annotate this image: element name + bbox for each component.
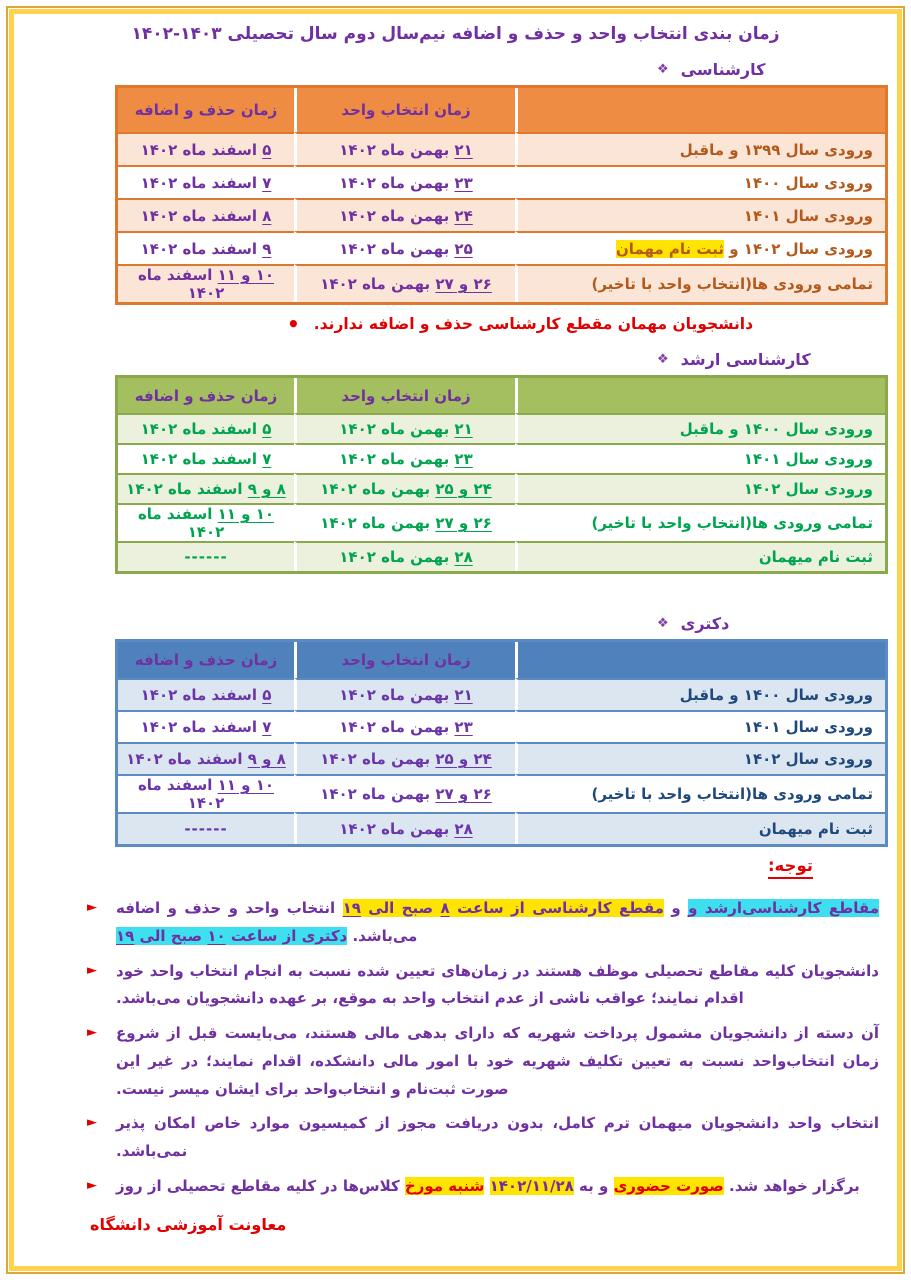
signature <box>90 1215 893 1234</box>
section-heading-label: دکتری <box>680 614 730 633</box>
table-row <box>118 503 885 541</box>
row-label-cell: ورودی سال ۱۴۰۲ <box>515 742 885 774</box>
arrow-bullet-icon: ► <box>87 1115 97 1131</box>
table-row <box>118 812 885 844</box>
note-text: انتخاب واحد و حذف و اضافه مقطع کارشناسی از ساعت ۸ صبح الی ۱۹ و مقاطع کارشناسی‌ارشد و دکتری از ساعت ۱۰ صبح الی ۱۹ می‌باشد. <box>116 899 879 945</box>
select-date-cell: ۲۴ بهمن ماه ۱۴۰۲ <box>294 198 515 231</box>
select-date-cell: ۲۵ بهمن ماه ۱۴۰۲ <box>294 231 515 264</box>
table-row <box>118 413 885 443</box>
gold-frame-outer <box>6 6 905 1274</box>
row-label-cell: تمامی ورودی ها(انتخاب واحد با تاخیر) <box>515 264 885 302</box>
select-date-cell: ۲۶ و ۲۷ بهمن ماه ۱۴۰۲ <box>294 774 515 812</box>
drop-date-cell: ۸ و ۹ اسفند ماه ۱۴۰۲ <box>118 742 294 774</box>
table-header-row <box>118 642 885 678</box>
section-heading-master <box>657 350 893 369</box>
row-label-cell: تمامی ورودی ها(انتخاب واحد با تاخیر) <box>515 774 885 812</box>
guest-students-note-text: دانشجویان مهمان مقطع کارشناسی حذف و اضافه ندارند. <box>313 315 754 333</box>
table-row <box>118 710 885 742</box>
table-row <box>118 231 885 264</box>
drop-date-cell: ۵ اسفند ماه ۱۴۰۲ <box>118 678 294 710</box>
table-row <box>118 443 885 473</box>
attention-row <box>18 856 893 875</box>
table-row <box>118 678 885 710</box>
row-label-cell: ورودی سال ۱۴۰۱ <box>515 443 885 473</box>
select-date-cell: ۲۱ بهمن ماه ۱۴۰۲ <box>294 132 515 165</box>
table-row <box>118 198 885 231</box>
drop-date-cell: ۷ اسفند ماه ۱۴۰۲ <box>118 443 294 473</box>
note-item <box>87 1110 879 1166</box>
select-date-cell: ۲۱ بهمن ماه ۱۴۰۲ <box>294 678 515 710</box>
note-text: انتخاب واحد دانشجویان میهمان ترم کامل، بدون دریافت مجوز از کمیسیون موارد خاص امکان پذیر نمی‌باشد. <box>116 1114 879 1160</box>
drop-date-cell: ۵ اسفند ماه ۱۴۰۲ <box>118 413 294 443</box>
section-heading-label: کارشناسی <box>680 60 766 79</box>
select-date-cell: ۲۸ بهمن ماه ۱۴۰۲ <box>294 541 515 571</box>
note-item <box>87 1173 879 1201</box>
row-label-cell: ورودی سال ۱۴۰۰ و ماقبل <box>515 678 885 710</box>
select-date-cell: ۲۶ و ۲۷ بهمن ماه ۱۴۰۲ <box>294 264 515 302</box>
drop-date-cell: ۸ اسفند ماه ۱۴۰۲ <box>118 198 294 231</box>
diamond-bullet-icon: ❖ <box>657 62 669 77</box>
row-label-cell: ورودی سال ۱۴۰۰ و ماقبل <box>515 413 885 443</box>
select-date-cell: ۲۸ بهمن ماه ۱۴۰۲ <box>294 812 515 844</box>
note-item <box>87 958 879 1014</box>
phd-schedule-table <box>115 639 888 847</box>
arrow-bullet-icon: ► <box>87 1177 97 1193</box>
note-item <box>87 895 879 951</box>
bachelor-schedule-table <box>115 85 888 305</box>
row-label-cell: ورودی سال ۱۴۰۲ و ثبت نام مهمان <box>515 231 885 264</box>
drop-date-cell: ۸ و ۹ اسفند ماه ۱۴۰۲ <box>118 473 294 503</box>
drop-date-cell: ------ <box>118 541 294 571</box>
attention-label: توجه: <box>768 856 813 879</box>
select-time-header: زمان انتخاب واحد <box>294 642 515 678</box>
table-row <box>118 165 885 198</box>
drop-add-time-header: زمان حذف و اضافه <box>118 642 294 678</box>
row-label-header-cell <box>515 378 885 413</box>
drop-date-cell: ۷ اسفند ماه ۱۴۰۲ <box>118 165 294 198</box>
row-label-cell: تمامی ورودی ها(انتخاب واحد با تاخیر) <box>515 503 885 541</box>
drop-date-cell: ۷ اسفند ماه ۱۴۰۲ <box>118 710 294 742</box>
row-label-cell: ورودی سال ۱۴۰۰ <box>515 165 885 198</box>
table-row <box>118 541 885 571</box>
note-item <box>87 1020 879 1103</box>
row-label-cell: ثبت نام میهمان <box>515 541 885 571</box>
drop-add-time-header: زمان حذف و اضافه <box>118 378 294 413</box>
drop-date-cell: ۱۰ و ۱۱ اسفند ماه ۱۴۰۲ <box>118 264 294 302</box>
gold-frame-inner <box>9 9 902 1271</box>
drop-date-cell: ۱۰ و ۱۱ اسفند ماه ۱۴۰۲ <box>118 503 294 541</box>
drop-date-cell: ۹ اسفند ماه ۱۴۰۲ <box>118 231 294 264</box>
note-text: دانشجویان کلیه مقاطع تحصیلی موظف هستند در زمان‌های تعیین شده نسبت به انجام انتخاب واحد خود اقدام نمایند؛ عواقب ناشی از عدم انتخاب واحد به موقع، بر عهده دانشجویان می‌باشد. <box>116 961 879 1008</box>
guest-students-note <box>287 314 893 334</box>
select-date-cell: ۲۳ بهمن ماه ۱۴۰۲ <box>294 165 515 198</box>
select-date-cell: ۲۱ بهمن ماه ۱۴۰۲ <box>294 413 515 443</box>
master-schedule-table <box>115 375 888 574</box>
row-label-cell: ورودی سال ۱۴۰۱ <box>515 710 885 742</box>
drop-date-cell: ------ <box>118 812 294 844</box>
row-label-cell: ورودی سال ۱۳۹۹ و ماقبل <box>515 132 885 165</box>
drop-add-time-header: زمان حذف و اضافه <box>118 88 294 132</box>
select-date-cell: ۲۴ و ۲۵ بهمن ماه ۱۴۰۲ <box>294 742 515 774</box>
arrow-bullet-icon: ► <box>87 900 97 915</box>
section-heading-bachelor <box>657 60 893 79</box>
select-time-header: زمان انتخاب واحد <box>294 88 515 132</box>
select-date-cell: ۲۴ و ۲۵ بهمن ماه ۱۴۰۲ <box>294 473 515 503</box>
note-text: آن دسته از دانشجویان مشمول پرداخت شهریه که دارای بدهی مالی هستند، می‌بایست قبل از شروع زمان انتخاب‌واحد نسبت به تعیین تکلیف شهریه خود با امور مالی دانشکده، اقدام نمایند؛ در غیر این صورت ثبت‌نام و انتخاب‌واحد برای ایشان میسر نیست. <box>116 1024 879 1098</box>
table-row <box>118 774 885 812</box>
round-bullet-icon: • <box>287 312 300 336</box>
table-row <box>118 132 885 165</box>
table-row <box>118 264 885 302</box>
drop-date-cell: ۱۰ و ۱۱ اسفند ماه ۱۴۰۲ <box>118 774 294 812</box>
select-time-header: زمان انتخاب واحد <box>294 378 515 413</box>
arrow-bullet-icon: ► <box>87 962 97 978</box>
select-date-cell: ۲۳ بهمن ماه ۱۴۰۲ <box>294 710 515 742</box>
signature-text: معاونت آموزشی دانشگاه <box>90 1214 287 1234</box>
row-label-header-cell <box>515 88 885 132</box>
row-label-cell: ورودی سال ۱۴۰۲ <box>515 473 885 503</box>
diamond-bullet-icon: ❖ <box>657 616 669 631</box>
row-label-header-cell <box>515 642 885 678</box>
drop-date-cell: ۵ اسفند ماه ۱۴۰۲ <box>118 132 294 165</box>
note-text: کلاس‌ها در کلیه مقاطع تحصیلی از روز شنبه مورخ ۱۴۰۲/۱۱/۲۸ و به صورت حضوری برگزار خواهد شد. <box>116 1176 860 1195</box>
table-header-row <box>118 88 885 132</box>
table-header-row <box>118 378 885 413</box>
table-row <box>118 742 885 774</box>
notes-list <box>87 895 879 1201</box>
row-label-cell: ثبت نام میهمان <box>515 812 885 844</box>
diamond-bullet-icon: ❖ <box>657 352 669 367</box>
row-label-cell: ورودی سال ۱۴۰۱ <box>515 198 885 231</box>
table-row <box>118 473 885 503</box>
section-heading-label: کارشناسی ارشد <box>680 350 811 369</box>
select-date-cell: ۲۶ و ۲۷ بهمن ماه ۱۴۰۲ <box>294 503 515 541</box>
section-heading-phd <box>657 614 893 633</box>
arrow-bullet-icon: ► <box>87 1025 97 1040</box>
page-title: زمان بندی انتخاب واحد و حذف و اضافه نیم‌سال دوم سال تحصیلی ۱۴۰۳-۱۴۰۲ <box>131 24 780 44</box>
select-date-cell: ۲۳ بهمن ماه ۱۴۰۲ <box>294 443 515 473</box>
